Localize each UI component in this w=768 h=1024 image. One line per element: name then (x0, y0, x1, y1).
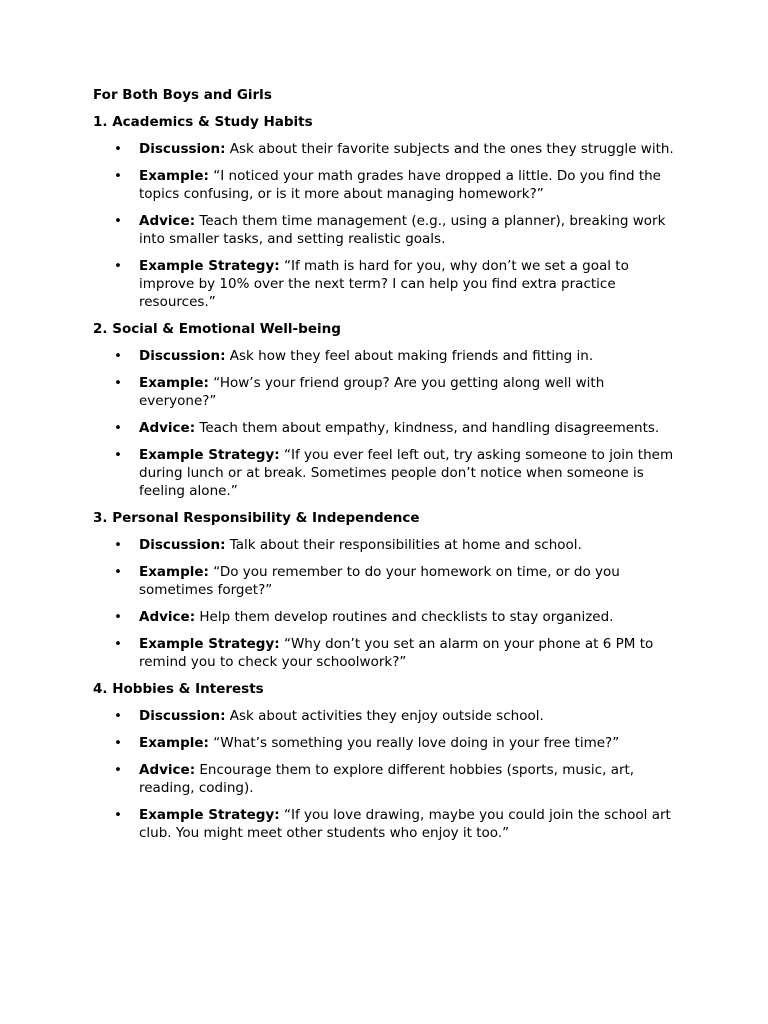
list-item (93, 635, 678, 671)
bullet-icon: • (114, 258, 122, 274)
item-label: Discussion: (139, 537, 226, 553)
item-text: “Why don’t you set an alarm on your phone at 6 PM to remind you to check your schoolwork?” (139, 636, 654, 670)
list-item (93, 608, 678, 626)
section-hobbies (93, 680, 678, 842)
bullet-list (93, 347, 678, 500)
item-label: Discussion: (139, 708, 226, 724)
list-item (93, 761, 678, 797)
item-label: Example Strategy: (139, 258, 280, 274)
list-item (93, 446, 678, 500)
list-item (93, 419, 678, 437)
item-text: Ask about their favorite subjects and the ones they struggle with. (225, 141, 674, 157)
bullet-icon: • (114, 168, 122, 184)
section-heading: 1. Academics & Study Habits (93, 114, 313, 130)
item-label: Discussion: (139, 141, 226, 157)
list-item (93, 347, 678, 365)
item-label: Example: (139, 168, 209, 184)
item-text: Help them develop routines and checklists to stay organized. (195, 609, 614, 625)
item-text: “If math is hard for you, why don’t we set a goal to improve by 10% over the next term? I can help you find extra practice resources.” (139, 258, 629, 310)
bullet-list (93, 536, 678, 671)
bullet-icon: • (114, 609, 122, 625)
item-label: Advice: (139, 420, 196, 436)
list-item (93, 734, 678, 752)
list-item (93, 536, 678, 554)
bullet-icon: • (114, 141, 122, 157)
item-text: Teach them time management (e.g., using a planner), breaking work into smaller tasks, and setting realistic goals. (139, 213, 666, 247)
item-label: Advice: (139, 762, 196, 778)
bullet-icon: • (114, 447, 122, 463)
list-item (93, 806, 678, 842)
item-label: Example Strategy: (139, 447, 280, 463)
bullet-list (93, 140, 678, 311)
item-text: “How’s your friend group? Are you getting along well with everyone?” (139, 375, 605, 409)
item-text: “If you ever feel left out, try asking someone to join them during lunch or at break. Sometimes people don’t notice when someone is feeling alone.” (139, 447, 674, 499)
list-item (93, 374, 678, 410)
section-heading: 2. Social & Emotional Well-being (93, 321, 341, 337)
bullet-icon: • (114, 213, 122, 229)
item-text: Encourage them to explore different hobbies (sports, music, art, reading, coding). (139, 762, 635, 796)
item-text: “I noticed your math grades have dropped a little. Do you find the topics confusing, or is it more about managing homework?” (139, 168, 661, 202)
item-label: Example: (139, 735, 209, 751)
item-label: Example: (139, 564, 209, 580)
item-text: Ask how they feel about making friends and fitting in. (225, 348, 594, 364)
bullet-icon: • (114, 636, 122, 652)
section-heading: 4. Hobbies & Interests (93, 681, 264, 697)
item-label: Discussion: (139, 348, 226, 364)
item-text: Teach them about empathy, kindness, and handling disagreements. (195, 420, 660, 436)
item-label: Example Strategy: (139, 807, 280, 823)
list-item (93, 707, 678, 725)
item-text: “If you love drawing, maybe you could join the school art club. You might meet other students who enjoy it too.” (139, 807, 671, 841)
list-item (93, 257, 678, 311)
bullet-icon: • (114, 735, 122, 751)
list-item (93, 563, 678, 599)
bullet-icon: • (114, 420, 122, 436)
list-item (93, 140, 678, 158)
list-item (93, 212, 678, 248)
section-heading: 3. Personal Responsibility & Independence (93, 510, 420, 526)
bullet-list (93, 707, 678, 842)
bullet-icon: • (114, 348, 122, 364)
item-text: “What’s something you really love doing in your free time?” (208, 735, 620, 751)
section-responsibility (93, 509, 678, 671)
item-text: Talk about their responsibilities at home and school. (225, 537, 582, 553)
section-social-emotional (93, 320, 678, 500)
item-label: Advice: (139, 609, 196, 625)
bullet-icon: • (114, 375, 122, 391)
bullet-icon: • (114, 564, 122, 580)
item-text: Ask about activities they enjoy outside school. (225, 708, 544, 724)
section-academics (93, 113, 678, 311)
item-label: Advice: (139, 213, 196, 229)
bullet-icon: • (114, 762, 122, 778)
list-item (93, 167, 678, 203)
item-label: Example Strategy: (139, 636, 280, 652)
bullet-icon: • (114, 807, 122, 823)
bullet-icon: • (114, 537, 122, 553)
document-title: For Both Boys and Girls (93, 87, 272, 103)
bullet-icon: • (114, 708, 122, 724)
item-text: “Do you remember to do your homework on time, or do you sometimes forget?” (139, 564, 620, 598)
item-label: Example: (139, 375, 209, 391)
